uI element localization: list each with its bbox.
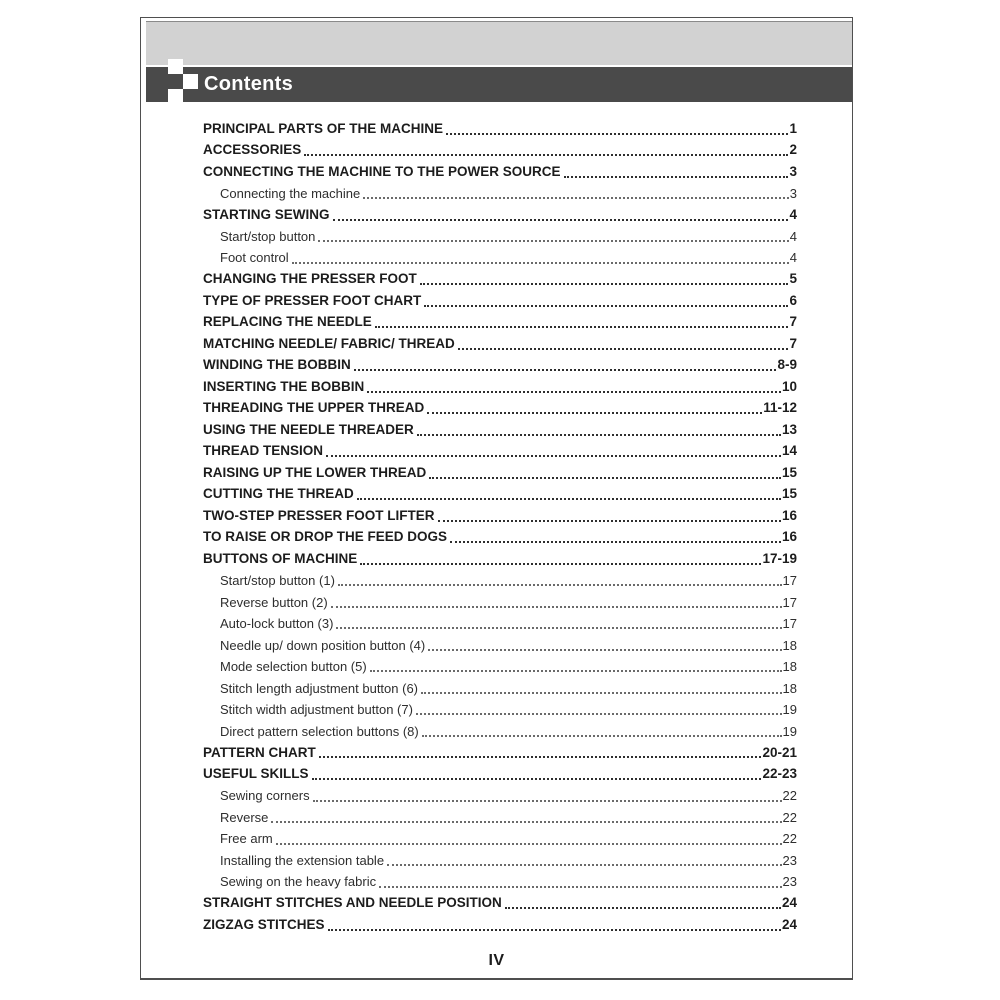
toc-entry-label: Start/stop button (1) — [220, 573, 335, 589]
toc-entry — [203, 204, 797, 226]
toc-entry-label: Mode selection button (5) — [220, 659, 367, 675]
toc-entry-page-number: 22 — [782, 809, 797, 825]
toc-entry-label: Reverse button (2) — [220, 594, 328, 610]
toc-entry — [203, 333, 797, 355]
document-page — [140, 17, 853, 980]
toc-entry-label: INSERTING THE BOBBIN — [203, 378, 365, 394]
toc-entry — [203, 441, 797, 463]
toc-entry — [203, 634, 797, 656]
toc-entry — [203, 570, 797, 592]
dot-leader — [438, 520, 781, 522]
toc-entry — [203, 398, 797, 420]
toc-entry-label: TWO-STEP PRESSER FOOT LIFTER — [203, 507, 435, 523]
toc-entry — [203, 720, 797, 742]
toc-entry-page-number: 22 — [782, 831, 797, 847]
toc-entry-page-number: 24 — [781, 895, 797, 911]
toc-entry-page-number: 17-19 — [762, 550, 797, 566]
toc-entry — [203, 290, 797, 312]
toc-entry — [203, 699, 797, 721]
toc-entry-label: CUTTING THE THREAD — [203, 486, 354, 502]
toc-entry-page-number: 18 — [782, 680, 797, 696]
toc-entry-label: Sewing on the heavy fabric — [220, 874, 377, 890]
dot-leader — [357, 498, 781, 500]
toc-entry-label: RAISING UP THE LOWER THREAD — [203, 464, 427, 480]
toc-entry-page-number: 4 — [789, 206, 797, 222]
toc-entry — [203, 505, 797, 527]
dot-leader — [292, 262, 789, 264]
toc-entry — [203, 355, 797, 377]
toc-list — [203, 118, 797, 936]
toc-entry-page-number: 3 — [789, 185, 797, 201]
toc-entry — [203, 118, 797, 140]
toc-entry-label: MATCHING NEEDLE/ FABRIC/ THREAD — [203, 335, 455, 351]
toc-entry-label: Connecting the machine — [220, 185, 361, 201]
toc-entry-label: ZIGZAG STITCHES — [203, 916, 325, 932]
toc-entry-label: PRINCIPAL PARTS OF THE MACHINE — [203, 120, 444, 136]
toc-entry — [203, 850, 797, 872]
toc-entry-page-number: 18 — [782, 637, 797, 653]
toc-entry-label: Stitch length adjustment button (6) — [220, 680, 419, 696]
dot-leader — [427, 412, 762, 414]
dot-leader — [428, 649, 781, 651]
toc-entry-page-number: 17 — [782, 573, 797, 589]
toc-entry-page-number: 15 — [781, 486, 797, 502]
dot-leader — [363, 197, 789, 199]
toc-entry-label: Stitch width adjustment button (7) — [220, 702, 413, 718]
toc-entry-page-number: 6 — [789, 292, 797, 308]
dot-leader — [313, 800, 782, 802]
toc-entry — [203, 161, 797, 183]
dot-leader — [360, 563, 761, 565]
dot-leader — [375, 326, 789, 328]
toc-entry-label: USING THE NEEDLE THREADER — [203, 421, 414, 437]
toc-entry-page-number: 3 — [789, 163, 797, 179]
toc-entry — [203, 613, 797, 635]
dot-leader — [424, 305, 788, 307]
toc-entry-page-number: 4 — [789, 250, 797, 266]
toc-entry-label: CONNECTING THE MACHINE TO THE POWER SOURCE — [203, 163, 561, 179]
toc-entry — [203, 677, 797, 699]
dot-leader — [450, 541, 781, 543]
toc-entry-page-number: 24 — [781, 916, 797, 932]
toc-entry-label: REPLACING THE NEEDLE — [203, 314, 372, 330]
toc-entry-label: Direct pattern selection buttons (8) — [220, 723, 419, 739]
toc-entry — [203, 893, 797, 915]
toc-entry-page-number: 22 — [782, 788, 797, 804]
toc-entry — [203, 591, 797, 613]
toc-entry — [203, 269, 797, 291]
dot-leader — [564, 176, 789, 178]
toc-entry — [203, 226, 797, 248]
dot-leader — [370, 670, 782, 672]
toc-entry-page-number: 4 — [789, 228, 797, 244]
toc-entry-page-number: 8-9 — [777, 357, 797, 373]
toc-entry-page-number: 2 — [789, 142, 797, 158]
toc-entry — [203, 312, 797, 334]
toc-entry — [203, 828, 797, 850]
toc-entry-page-number: 7 — [789, 335, 797, 351]
dot-leader — [333, 219, 789, 221]
toc-entry-label: Installing the extension table — [220, 852, 385, 868]
dot-leader — [336, 627, 781, 629]
dot-leader — [387, 864, 781, 866]
dot-leader — [421, 692, 782, 694]
toc-entry-label: TYPE OF PRESSER FOOT CHART — [203, 292, 422, 308]
toc-entry-page-number: 14 — [781, 443, 797, 459]
dot-leader — [276, 843, 782, 845]
toc-entry-page-number: 23 — [782, 874, 797, 890]
checker-icon-dark-square — [168, 74, 183, 89]
dot-leader — [458, 348, 789, 350]
dot-leader — [312, 778, 762, 780]
dot-leader — [420, 283, 789, 285]
toc-entry — [203, 871, 797, 893]
toc-entry-label: PATTERN CHART — [203, 744, 316, 760]
dot-leader — [338, 584, 782, 586]
toc-entry-label: Start/stop button — [220, 228, 316, 244]
toc-entry-page-number: 19 — [782, 723, 797, 739]
dot-leader — [319, 756, 762, 758]
toc-entry — [203, 785, 797, 807]
toc-entry — [203, 140, 797, 162]
dot-leader — [446, 133, 788, 135]
toc-entry — [203, 484, 797, 506]
toc-entry-label: STRAIGHT STITCHES AND NEEDLE POSITION — [203, 895, 502, 911]
toc-entry-page-number: 22-23 — [762, 766, 797, 782]
dot-leader — [304, 154, 788, 156]
toc-entry-label: STARTING SEWING — [203, 206, 330, 222]
toc-entry-page-number: 23 — [782, 852, 797, 868]
toc-entry-label: Free arm — [220, 831, 273, 847]
toc-entry — [203, 807, 797, 829]
toc-entry-label: Foot control — [220, 250, 289, 266]
page-title: Contents — [204, 73, 294, 95]
dot-leader — [367, 391, 781, 393]
dot-leader — [505, 907, 781, 909]
toc-entry-label: TO RAISE OR DROP THE FEED DOGS — [203, 529, 448, 545]
toc-entry — [203, 763, 797, 785]
toc-entry-label: Reverse — [220, 809, 269, 825]
toc-entry — [203, 742, 797, 764]
toc-entry-page-number: 18 — [782, 659, 797, 675]
toc-entry-label: THREAD TENSION — [203, 443, 324, 459]
dot-leader — [326, 455, 781, 457]
toc-entry — [203, 548, 797, 570]
dot-leader — [271, 821, 781, 823]
toc-entry — [203, 247, 797, 269]
toc-entry-page-number: 16 — [781, 507, 797, 523]
checker-icon-white-square — [183, 74, 198, 89]
toc-entry-page-number: 19 — [782, 702, 797, 718]
toc-entry — [203, 527, 797, 549]
toc-entry — [203, 419, 797, 441]
toc-entry — [203, 183, 797, 205]
toc-entry-label: Auto-lock button (3) — [220, 616, 334, 632]
dot-leader — [318, 240, 788, 242]
toc-entry-label: CHANGING THE PRESSER FOOT — [203, 271, 417, 287]
toc-entry-page-number: 7 — [789, 314, 797, 330]
dot-leader — [354, 369, 777, 371]
dot-leader — [429, 477, 781, 479]
dot-leader — [328, 929, 781, 931]
toc-entry-label: THREADING THE UPPER THREAD — [203, 400, 425, 416]
header-gray-strip — [146, 21, 852, 65]
toc-entry-label: Needle up/ down position button (4) — [220, 637, 426, 653]
dot-leader — [416, 713, 782, 715]
toc-entry-page-number: 1 — [789, 120, 797, 136]
dot-leader — [422, 735, 782, 737]
dot-leader — [417, 434, 781, 436]
dot-leader — [379, 886, 781, 888]
toc-entry-page-number: 5 — [789, 271, 797, 287]
toc-entry — [203, 914, 797, 936]
toc-entry-label: ACCESSORIES — [203, 142, 302, 158]
toc-entry-label: WINDING THE BOBBIN — [203, 357, 351, 373]
toc-entry-label: USEFUL SKILLS — [203, 766, 309, 782]
toc-entry — [203, 462, 797, 484]
dot-leader — [331, 606, 782, 608]
toc-entry-page-number: 17 — [782, 616, 797, 632]
toc-entry-page-number: 13 — [781, 421, 797, 437]
toc-entry-label: Sewing corners — [220, 788, 310, 804]
toc-entry — [203, 656, 797, 678]
toc-entry-page-number: 17 — [782, 594, 797, 610]
toc-entry-label: BUTTONS OF MACHINE — [203, 550, 358, 566]
toc-entry-page-number: 15 — [781, 464, 797, 480]
toc-entry-page-number: 11-12 — [763, 400, 797, 416]
toc-entry-page-number: 10 — [781, 378, 797, 394]
page-number: IV — [488, 952, 505, 969]
toc-entry-page-number: 20-21 — [762, 744, 797, 760]
toc-entry-page-number: 16 — [781, 529, 797, 545]
toc-entry — [203, 376, 797, 398]
